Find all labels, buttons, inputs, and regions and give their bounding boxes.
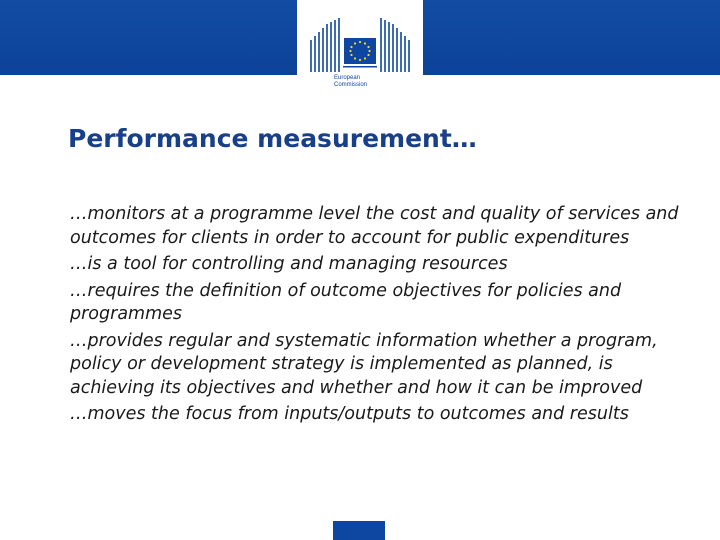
eu-flag-icon xyxy=(344,38,376,64)
bullet-item: …requires the definition of outcome objectives for policies and programmes xyxy=(70,280,622,324)
footer-tab xyxy=(333,521,385,540)
european-commission-building-icon xyxy=(307,0,413,74)
bullet-item: …is a tool for controlling and managing resources xyxy=(70,254,508,274)
slide-title: Performance measurement… xyxy=(68,124,477,153)
bullet-item: …moves the focus from inputs/outputs to outcomes and results xyxy=(70,404,629,424)
bullet-item: …provides regular and systematic information whether a program, policy or development strategy is implemented as planned, is achieving its objectives and whether and how it can be improved xyxy=(70,330,658,398)
european-commission-logo xyxy=(297,0,423,104)
bullet-item: …monitors at a programme level the cost and quality of services and outcomes for clients in order to account for public expenditures xyxy=(70,204,679,248)
logo-text: European Commission xyxy=(334,75,368,88)
bullet-list xyxy=(70,203,690,430)
